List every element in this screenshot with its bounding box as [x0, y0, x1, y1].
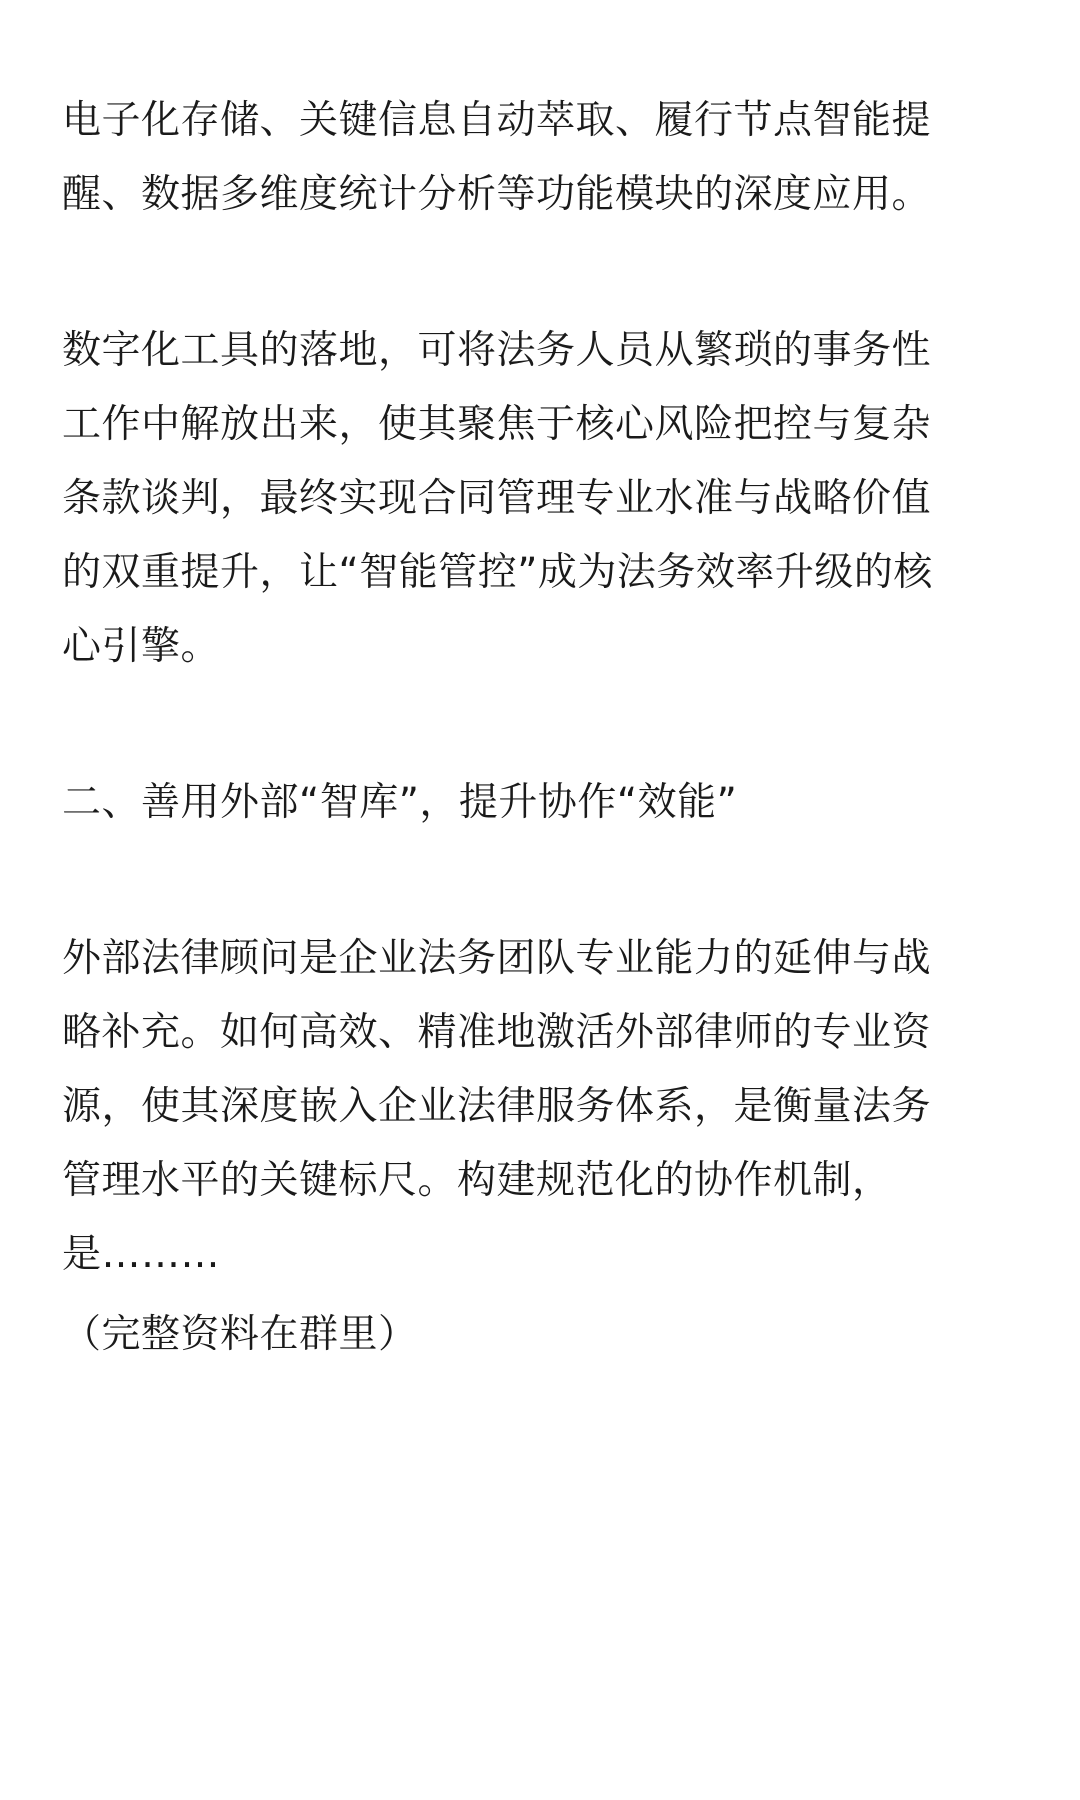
article-body [62, 84, 1022, 1372]
paragraph-line: 电子化存储、关键信息自动萃取、履行节点智能提 [62, 98, 932, 143]
paragraph-line: 工作中解放出来，使其聚焦于核心风险把控与复杂 [62, 402, 932, 447]
paragraph-line: 心引擎。 [62, 624, 221, 669]
paragraph-line: 数字化工具的落地，可将法务人员从繁琐的事务性 [62, 328, 932, 373]
paragraph-spacer [62, 684, 1022, 766]
paragraph-line: 管理水平的关键标尺。构建规范化的协作机制， [62, 1158, 892, 1203]
paragraph-line: 条款谈判，最终实现合同管理专业水准与战略价值 [62, 476, 932, 521]
paragraph-line: 外部法律顾问是企业法务团队专业能力的延伸与战 [62, 936, 932, 981]
paragraph-line: 的双重提升，让“智能管控”成为法务效率升级的核 [62, 550, 933, 595]
section-heading: 二、善用外部“智库”，提升协作“效能” [62, 780, 738, 825]
paragraph-2 [62, 314, 1022, 684]
paragraph-line: 是……… [62, 1232, 221, 1277]
paragraph-spacer [62, 840, 1022, 922]
paragraph-spacer [62, 232, 1022, 314]
paragraph-line: 醒、数据多维度统计分析等功能模块的深度应用。 [62, 172, 932, 217]
paragraph-3 [62, 922, 1022, 1292]
footer-note: （完整资料在群里） [62, 1312, 418, 1357]
paragraph-line: 源，使其深度嵌入企业法律服务体系，是衡量法务 [62, 1084, 932, 1129]
paragraph-line: 略补充。如何高效、精准地激活外部律师的专业资 [62, 1010, 932, 1055]
paragraph-1 [62, 84, 1022, 232]
